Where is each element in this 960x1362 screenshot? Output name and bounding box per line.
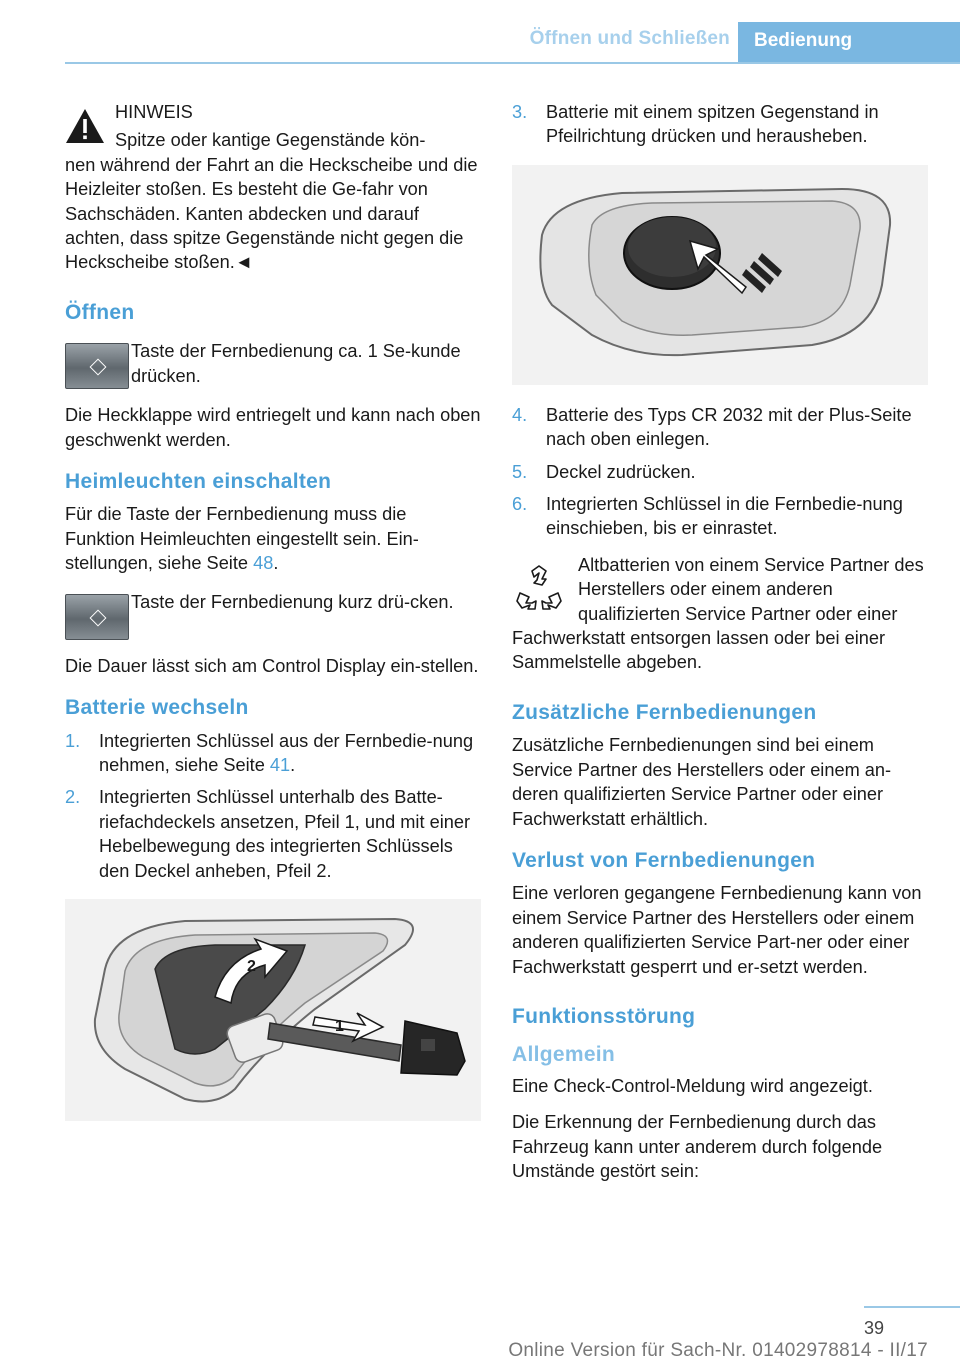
warning-text-first-line: Spitze oder kantige Gegenstände kön- — [115, 130, 426, 151]
list-item — [512, 460, 928, 484]
warning-title: HINWEIS — [115, 102, 193, 122]
paragraph-allgemein-1: Eine Check-Control-Meldung wird angezeigt. — [512, 1075, 873, 1096]
paragraph-oeffnen: Die Heckklappe wird entriegelt und kann nach oben geschwenkt werden. — [65, 405, 481, 450]
step-text: Integrierten Schlüssel aus der Fernbedie-nung nehmen, siehe Seite — [99, 730, 474, 775]
warning-triangle-icon — [65, 108, 105, 144]
header-section-title: Öffnen und Schließen — [529, 28, 730, 49]
steps-list-right — [512, 403, 928, 541]
button-note-heimleuchten — [65, 590, 481, 642]
arrow-2-label: 2 — [247, 957, 256, 975]
recycling-note-tail: Fachwerkstatt entsorgen lassen oder bei einer Sammelstelle abgeben. — [512, 628, 886, 673]
step-text: Batterie des Typs CR 2032 mit der Plus-Seite nach oben einlegen. — [546, 404, 912, 450]
paragraph-verlust: Eine verloren gegangene Fernbedienung kann von einem Service Partner des Herstellers oder einem anderen qualifizierten Service Part-ner oder einer Fachwerkstatt gesperrt und er-setzt werden. — [512, 883, 922, 977]
button-note-text: Taste der Fernbedienung kurz drü-cken. — [131, 591, 454, 612]
figure-battery-removal — [512, 165, 928, 385]
step-number: 6. — [512, 494, 528, 515]
step-text-end: . — [290, 754, 296, 775]
paragraph-text-end: . — [273, 553, 279, 574]
step-number: 5. — [512, 461, 528, 482]
step-number: 4. — [512, 404, 528, 425]
remote-button-icon — [65, 594, 129, 640]
heading-heimleuchten: Heimleuchten einschalten — [65, 470, 332, 494]
list-item — [512, 100, 928, 149]
recycling-note — [512, 553, 928, 675]
heading-zusaetzliche-fernbedienungen: Zusätzliche Fernbedienungen — [512, 700, 817, 724]
step-3-list — [512, 100, 928, 149]
heading-batterie-wechseln: Batterie wechseln — [65, 696, 249, 720]
heading-oeffnen: Öffnen — [65, 300, 135, 324]
paragraph-dauer: Die Dauer lässt sich am Control Display ein-stellen. — [65, 655, 479, 676]
page-number: 39 — [864, 1318, 885, 1338]
steps-list-left — [65, 729, 481, 883]
heading-funktionsstoerung: Funktionsstörung — [512, 1004, 696, 1028]
remote-button-icon — [65, 343, 129, 389]
step-text: Batterie mit einem spitzen Gegenstand in Pfeilrichtung drücken und herausheben. — [546, 102, 879, 147]
left-column — [65, 100, 481, 1139]
figure-key-removal — [65, 899, 481, 1121]
heading-allgemein: Allgemein — [512, 1043, 616, 1067]
paragraph-heimleuchten — [65, 502, 481, 575]
page-number-rule — [864, 1306, 960, 1308]
page-link-48[interactable]: 48 — [253, 553, 274, 574]
step-text: Deckel zudrücken. — [546, 461, 696, 482]
key-fob-illustration — [65, 899, 481, 1121]
step-text: Integrierten Schlüssel in die Fernbedie-nung einschieben, bis er einrastet. — [546, 494, 903, 539]
battery-illustration — [512, 165, 928, 385]
list-item — [512, 403, 928, 452]
list-item — [65, 729, 481, 778]
recycling-note-head: Altbatterien von einem Service Partner des Herstellers oder einem anderen qualifizierten Service Partner oder einer — [578, 554, 924, 624]
step-number: 2. — [65, 787, 81, 808]
step-text: Integrierten Schlüssel unterhalb des Batte-riefachdeckels ansetzen, Pfeil 1, und mit einer Hebelbewegung des integrierten Schlüssels den Deckel anheben, Pfeil 2. — [99, 787, 471, 881]
recycle-icon — [512, 563, 566, 617]
arrow-1-label: 1 — [335, 1017, 344, 1035]
list-item — [512, 492, 928, 541]
list-item — [65, 785, 481, 883]
step-number: 1. — [65, 730, 81, 751]
paragraph-allgemein-2: Die Erkennung der Fernbedienung durch das Fahrzeug kann unter anderem durch folgende Umstände gestört sein: — [512, 1112, 883, 1181]
header-rule — [65, 62, 960, 64]
right-column — [512, 100, 928, 1195]
paragraph-text: Für die Taste der Fernbedienung muss die Funktion Heimleuchten eingestellt sein. Ein-stellungen, siehe Seite — [65, 504, 419, 574]
header-chapter-tab: Bedienung — [738, 22, 960, 62]
button-note-oeffnen — [65, 339, 481, 391]
warning-text-rest: nen während der Fahrt an die Heckscheibe und die Heizleiter stoßen. Es besteht die Ge-fahr von Sachschäden. Kanten abdecken und darauf achten, dass spitze Gegenstände nicht gegen die Heckscheibe stoßen.◄ — [65, 154, 478, 273]
step-number: 3. — [512, 102, 528, 122]
paragraph-zusaetzliche: Zusätzliche Fernbedienungen sind bei einem Service Partner des Herstellers oder einem an-deren qualifizierten Service Partner oder einer Fachwerkstatt erhältlich. — [512, 735, 892, 829]
button-note-text: Taste der Fernbedienung ca. 1 Se-kunde drücken. — [131, 341, 461, 386]
footer-version: Online Version für Sach-Nr. 01402978814 - II/17 — [508, 1340, 928, 1361]
heading-verlust: Verlust von Fernbedienungen — [512, 848, 816, 872]
page-link-41[interactable]: 41 — [269, 754, 291, 775]
warning-block — [65, 100, 481, 275]
warning-text — [65, 128, 481, 274]
